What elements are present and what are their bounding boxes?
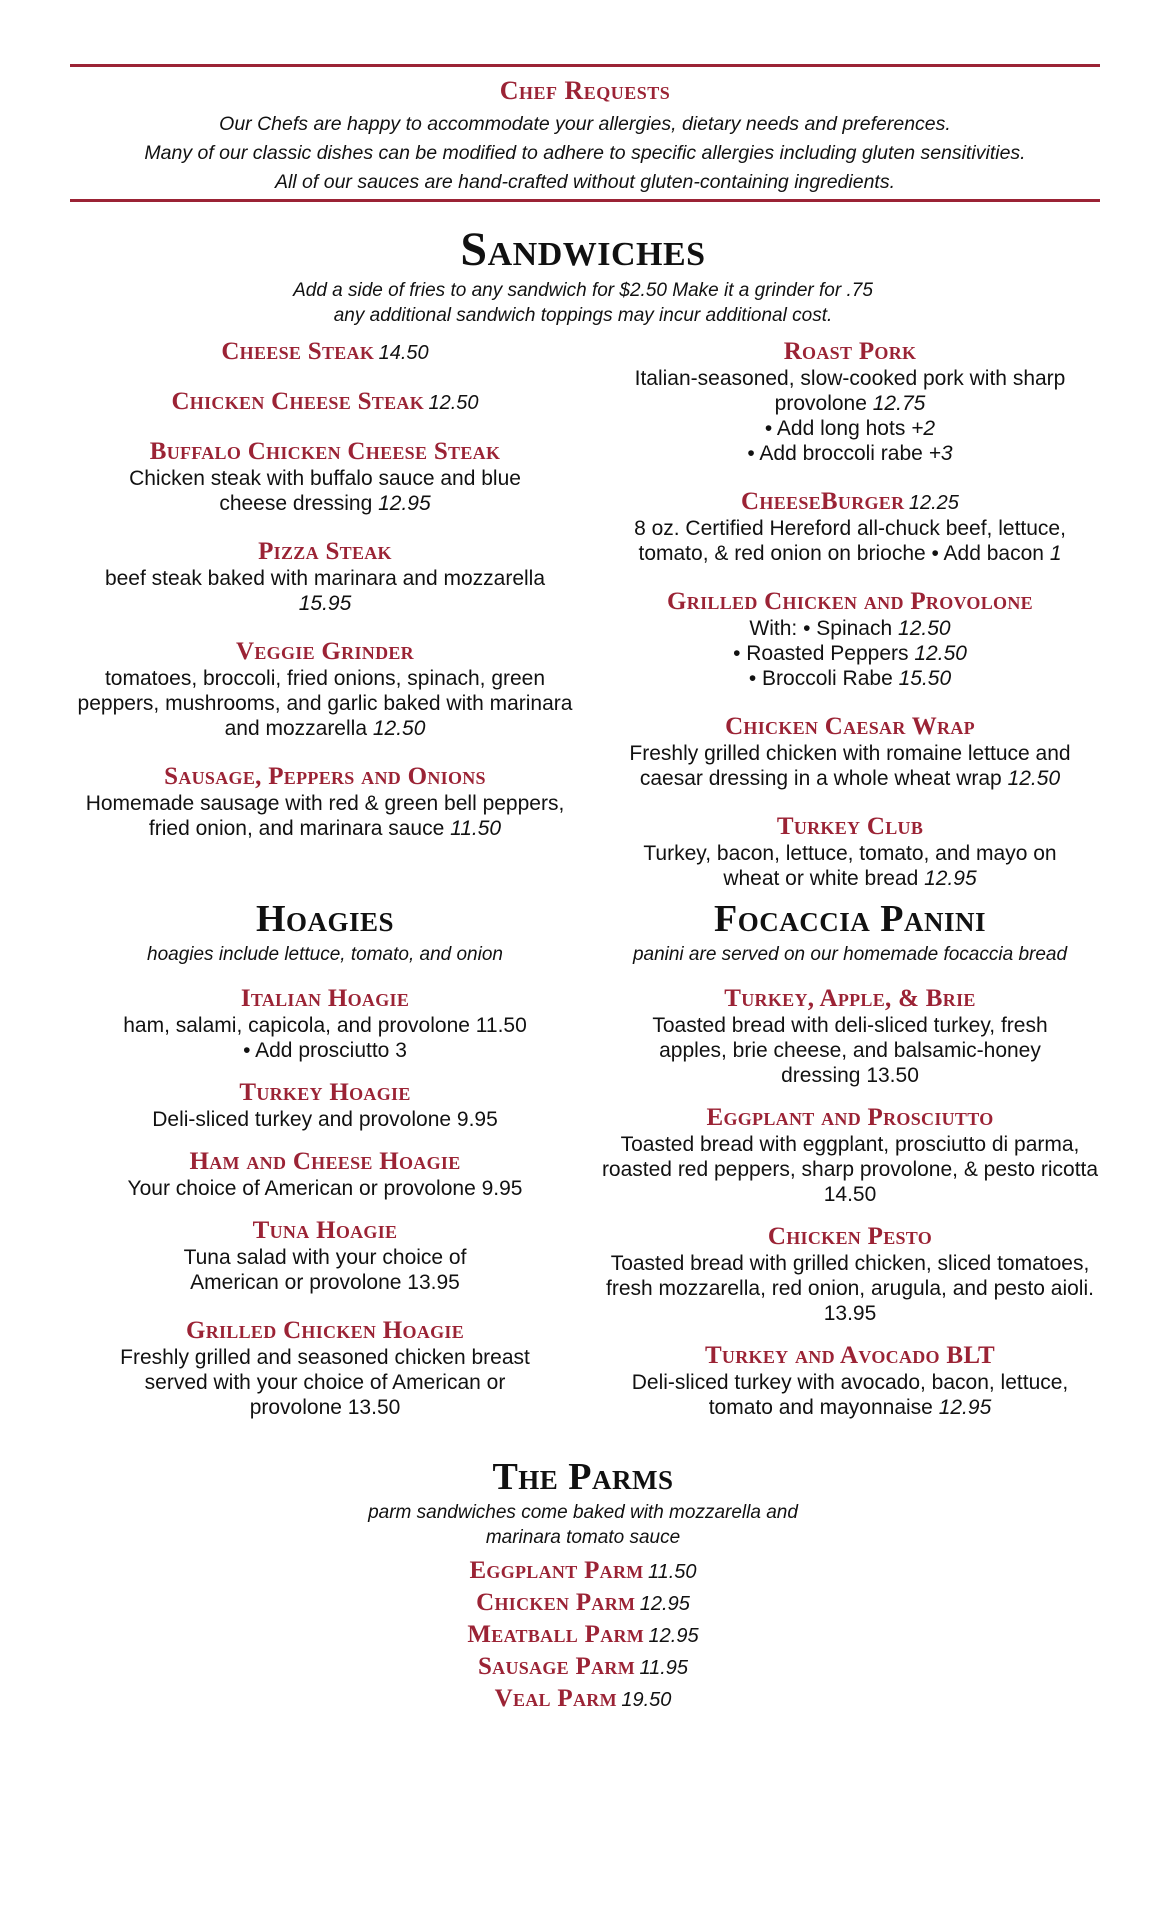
top-divider	[70, 64, 1100, 67]
menu-item-meatball-parm	[0, 1620, 1166, 1652]
addon-text: • Add long hots	[764, 417, 906, 440]
item-name: Veggie Grinder	[236, 638, 414, 665]
menu-item-ham-cheese-hoagie	[70, 1148, 580, 1201]
option-broccoli-rabe	[600, 666, 1100, 691]
option-price: 12.50	[898, 617, 951, 640]
item-price: 12.95	[639, 1593, 690, 1615]
item-price: 11.95	[639, 1657, 689, 1679]
item-description	[70, 466, 580, 516]
item-name: Chicken Cheese Steak	[171, 388, 425, 415]
sandwiches-left-column	[70, 338, 580, 841]
parms-title: The Parms	[492, 1456, 674, 1498]
option-price: 12.50	[914, 642, 967, 665]
item-name: CheeseBurger	[741, 488, 905, 515]
addon-price: +3	[928, 442, 953, 465]
item-price: 12.95	[924, 867, 977, 890]
item-price: 12.50	[428, 392, 479, 414]
panini-subtitle: panini are served on our homemade focaccia bread	[632, 944, 1068, 965]
menu-item-buffalo-chicken-cheese-steak	[70, 438, 580, 516]
item-description-text: beef steak baked with marinara and mozzarella	[104, 567, 546, 590]
sandwiches-title: Sandwiches	[460, 223, 706, 276]
option-text: With: • Spinach	[749, 617, 893, 640]
menu-item-cheeseburger	[600, 488, 1100, 566]
menu-item-turkey-hoagie	[70, 1079, 580, 1132]
item-name: Tuna Hoagie	[252, 1217, 398, 1244]
chef-requests-title: Chef Requests	[499, 76, 671, 105]
menu-item-eggplant-prosciutto	[600, 1104, 1100, 1207]
item-name: Turkey Hoagie	[239, 1079, 411, 1106]
item-price: 11.50	[450, 817, 502, 840]
menu-item-turkey-avocado-blt	[600, 1342, 1100, 1420]
panini-section	[600, 896, 1100, 1420]
menu-item-chicken-pesto	[600, 1223, 1100, 1326]
item-name: Grilled Chicken and Provolone	[667, 588, 1033, 615]
item-name: Turkey, Apple, & Brie	[724, 985, 976, 1012]
parms-subtitle-1: parm sandwiches come baked with mozzarella and	[368, 1502, 798, 1523]
menu-item-veal-parm	[0, 1684, 1166, 1716]
menu-item-chicken-parm	[0, 1588, 1166, 1620]
option-price: 15.50	[898, 667, 952, 690]
sandwiches-note-1: Add a side of fries to any sandwich for $2.50 Make it a grinder for .75	[293, 280, 873, 301]
hoagies-subtitle: hoagies include lettuce, tomato, and onion	[147, 944, 503, 965]
item-description-text: tomatoes, broccoli, fried onions, spinach, green peppers, mushrooms, and garlic baked with marinara and mozzarella	[77, 667, 573, 740]
item-name: Chicken Parm	[476, 1589, 636, 1616]
menu-item-sausage-parm	[0, 1652, 1166, 1684]
item-name: Buffalo Chicken Cheese Steak	[149, 438, 501, 465]
menu-item-italian-hoagie	[70, 985, 580, 1063]
sandwiches-header	[0, 222, 1166, 328]
menu-item-chicken-caesar-wrap	[600, 713, 1100, 791]
menu-item-sausage-peppers-onions	[70, 763, 580, 841]
item-name: Ham and Cheese Hoagie	[189, 1148, 461, 1175]
chef-requests-section	[70, 76, 1100, 197]
addon-price: 1	[1049, 542, 1062, 565]
menu-item-grilled-chicken-hoagie	[70, 1317, 580, 1420]
item-name: Turkey Club	[776, 813, 924, 840]
item-price: 12.75	[872, 392, 926, 415]
parms-section	[0, 1454, 1166, 1716]
item-addon: • Add prosciutto 3	[243, 1039, 407, 1062]
item-price: 12.50	[372, 717, 426, 740]
item-name: Cheese Steak	[221, 338, 375, 365]
item-name: Chicken Pesto	[767, 1223, 933, 1250]
item-price: 12.95	[938, 1396, 992, 1419]
bottom-divider	[70, 199, 1100, 202]
menu-item-cheese-steak	[70, 338, 580, 366]
hoagies-section	[70, 896, 580, 1420]
menu-item-pizza-steak	[70, 538, 580, 616]
parms-subtitle-2: marinara tomato sauce	[485, 1527, 681, 1548]
item-description-text: Italian-seasoned, slow-cooked pork with sharp provolone	[634, 367, 1066, 415]
item-description-line-1: 8 oz. Certified Hereford all-chuck beef, lettuce,	[634, 517, 1066, 540]
hoagies-title: Hoagies	[255, 898, 395, 940]
item-name: Grilled Chicken Hoagie	[185, 1317, 465, 1344]
item-description: Tuna salad with your choice of American or provolone 13.95	[183, 1246, 467, 1294]
sandwiches-note-2: any additional sandwich toppings may incur additional cost.	[333, 305, 833, 326]
item-description	[600, 841, 1100, 891]
menu-item-turkey-club	[600, 813, 1100, 891]
item-description-text: Turkey, bacon, lettuce, tomato, and mayo on wheat or white bread	[643, 842, 1057, 890]
item-description	[70, 791, 580, 841]
item-name: Eggplant Parm	[469, 1557, 644, 1584]
chef-note-line-3: All of our sauces are hand-crafted without gluten-containing ingredients.	[274, 171, 896, 193]
menu-item-chicken-cheese-steak	[70, 388, 580, 416]
item-name: Meatball Parm	[467, 1621, 645, 1648]
item-price: 12.50	[1007, 767, 1061, 790]
addon-text: • Add broccoli rabe	[747, 442, 923, 465]
item-name: Italian Hoagie	[240, 985, 410, 1012]
sandwiches-right-column	[600, 338, 1100, 891]
item-description	[600, 366, 1100, 416]
option-spinach	[600, 616, 1100, 641]
option-roasted-peppers	[600, 641, 1100, 666]
item-description-text: Chicken steak with buffalo sauce and blue cheese dressing	[129, 467, 521, 515]
item-name: Turkey and Avocado BLT	[704, 1342, 996, 1369]
item-price: 19.50	[621, 1689, 672, 1711]
item-description: Deli-sliced turkey and provolone 9.95	[152, 1108, 498, 1131]
menu-item-eggplant-parm	[0, 1556, 1166, 1588]
item-name: Chicken Caesar Wrap	[725, 713, 975, 740]
item-description	[70, 666, 580, 741]
option-text: • Broccoli Rabe	[748, 667, 893, 690]
addon-broccoli-rabe	[600, 441, 1100, 466]
item-description: Freshly grilled and seasoned chicken breast served with your choice of American or provolone 13.50	[120, 1346, 530, 1419]
item-description-text: Deli-sliced turkey with avocado, bacon, lettuce, tomato and mayonnaise	[631, 1371, 1069, 1419]
item-description	[70, 566, 580, 616]
chef-note-line-1: Our Chefs are happy to accommodate your allergies, dietary needs and preferences.	[219, 113, 951, 135]
item-description: Toasted bread with eggplant, prosciutto di parma, roasted red peppers, sharp provolone, & pesto ricotta 14.50	[601, 1133, 1099, 1206]
item-description-line-2	[600, 541, 1100, 566]
item-name: Roast Pork	[783, 338, 917, 365]
item-description: Your choice of American or provolone 9.95	[127, 1177, 523, 1200]
menu-item-roast-pork	[600, 338, 1100, 466]
item-description	[600, 741, 1100, 791]
item-name: Veal Parm	[494, 1685, 617, 1712]
item-description: ham, salami, capicola, and provolone 11.50	[123, 1014, 527, 1037]
panini-title: Focaccia Panini	[714, 898, 986, 940]
item-description-text: Homemade sausage with red & green bell peppers, fried onion, and marinara sauce	[85, 792, 565, 840]
addon-long-hots	[600, 416, 1100, 441]
item-price: 15.95	[298, 592, 352, 615]
item-name: Sausage, Peppers and Onions	[164, 763, 486, 790]
item-price: 12.25	[908, 492, 959, 514]
menu-item-grilled-chicken-provolone	[600, 588, 1100, 691]
menu-item-tuna-hoagie	[70, 1217, 580, 1295]
item-name: Sausage Parm	[477, 1653, 635, 1680]
item-description	[600, 1370, 1100, 1420]
item-name: Pizza Steak	[258, 538, 392, 565]
item-name: Eggplant and Prosciutto	[706, 1104, 994, 1131]
item-price: 14.50	[378, 342, 429, 364]
addon-price: +2	[911, 417, 936, 440]
item-price: 11.50	[647, 1561, 697, 1583]
chef-note-line-2: Many of our classic dishes can be modified to adhere to specific allergies including gluten sensitivities.	[144, 142, 1026, 164]
item-description: Toasted bread with grilled chicken, sliced tomatoes, fresh mozzarella, red onion, arugula, and pesto aioli. 13.95	[606, 1252, 1094, 1325]
option-text: • Roasted Peppers	[733, 642, 909, 665]
item-price: 12.95	[378, 492, 431, 515]
item-description-text: tomato, & red onion on brioche • Add bacon	[638, 542, 1044, 565]
menu-item-veggie-grinder	[70, 638, 580, 741]
item-price: 12.95	[648, 1625, 699, 1647]
item-description-text: Freshly grilled chicken with romaine lettuce and caesar dressing in a whole wheat wrap	[629, 742, 1071, 790]
item-description: Toasted bread with deli-sliced turkey, fresh apples, brie cheese, and balsamic-honey dressing 13.50	[652, 1014, 1048, 1087]
menu-item-turkey-apple-brie	[600, 985, 1100, 1088]
